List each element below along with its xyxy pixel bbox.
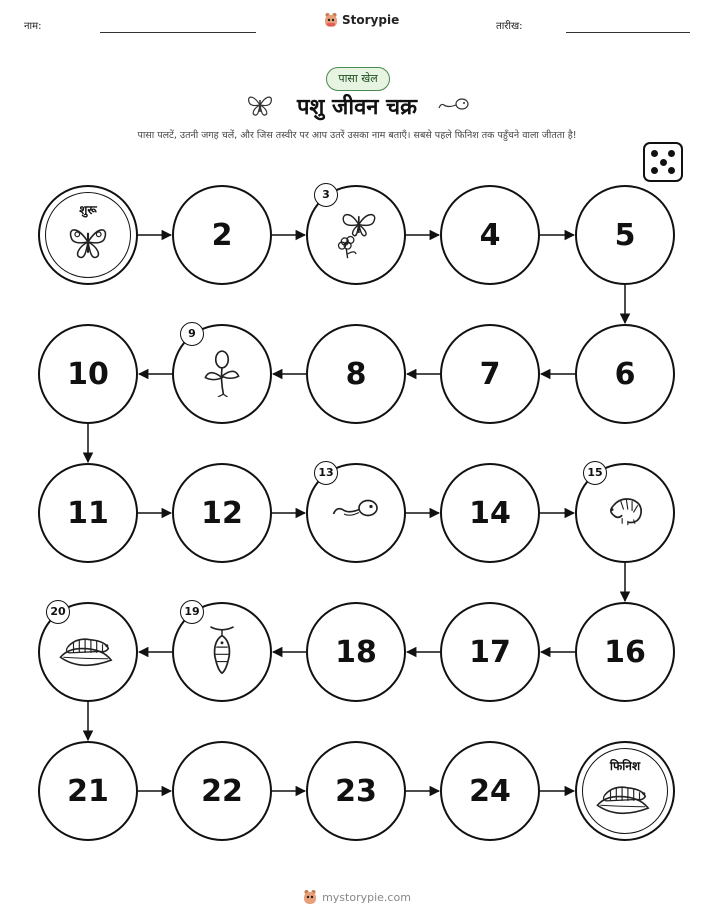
game-type-tag: पासा खेल [326, 67, 390, 91]
board-space-6 [575, 324, 675, 424]
caterpillar-leaf-icon [59, 631, 117, 673]
footer-url: mystorypie.com [322, 890, 411, 904]
space-number: 18 [335, 634, 377, 670]
board-space-3 [306, 185, 406, 285]
space-number-badge: 9 [180, 322, 204, 346]
space-number: 4 [479, 217, 501, 253]
board-space-19 [172, 602, 272, 702]
board-space-7 [440, 324, 540, 424]
space-number-badge: 15 [583, 461, 607, 485]
board-space-12 [172, 463, 272, 563]
footer [0, 889, 714, 905]
board-space-23 [306, 741, 406, 841]
space-number: 2 [211, 217, 233, 253]
space-number: 17 [469, 634, 511, 670]
space-number: 16 [604, 634, 646, 670]
name-label: नाम: [24, 21, 42, 32]
space-number: 11 [67, 495, 109, 531]
start-label: शुरू [79, 203, 97, 217]
butterfly-flower-icon [328, 205, 384, 265]
board-space-15 [575, 463, 675, 563]
space-number: 8 [345, 356, 367, 392]
space-number: 21 [67, 773, 109, 809]
butterfly-icon [65, 219, 111, 269]
board-space-20 [38, 602, 138, 702]
larva-icon [603, 494, 647, 532]
instructions: पासा पलटें, उतनी जगह चलें, और जिस तस्वीर पर आप उतरें उसका नाम बताएँ। सबसे पहले फिनिश तक पहुँचने वाला जीतता है! [137, 130, 577, 141]
caterpillar-leaf-icon [596, 779, 654, 821]
page-title: पशु जीवन चक्र [296, 95, 418, 120]
space-number-badge: 3 [314, 183, 338, 207]
space-number: 7 [479, 356, 501, 392]
board-space-24 [440, 741, 540, 841]
space-number: 10 [67, 356, 109, 392]
board-space-18 [306, 602, 406, 702]
storypie-mascot-icon [303, 889, 317, 905]
space-number: 22 [201, 773, 243, 809]
board-space-10 [38, 324, 138, 424]
board-space-21 [38, 741, 138, 841]
board-space-13 [306, 463, 406, 563]
date-label: तारीख: [496, 21, 523, 32]
space-number: 23 [335, 773, 377, 809]
board-space-17 [440, 602, 540, 702]
board-space-14 [440, 463, 540, 563]
space-number-badge: 19 [180, 600, 204, 624]
brand-name: Storypie [342, 13, 400, 27]
space-number: 14 [469, 495, 511, 531]
space-number: 5 [614, 217, 636, 253]
start-space [38, 185, 138, 285]
board-space-16 [575, 602, 675, 702]
board-space-4 [440, 185, 540, 285]
board-space-9 [172, 324, 272, 424]
chrysalis-icon [204, 624, 240, 680]
board-space-5 [575, 185, 675, 285]
seedling-icon [200, 347, 244, 401]
finish-space [575, 741, 675, 841]
space-number: 12 [201, 495, 243, 531]
space-number-badge: 20 [46, 600, 70, 624]
board-space-22 [172, 741, 272, 841]
board-space-8 [306, 324, 406, 424]
space-number-badge: 13 [314, 461, 338, 485]
board-space-11 [38, 463, 138, 563]
tadpole-icon [330, 496, 382, 530]
space-number: 6 [614, 356, 636, 392]
board-space-2 [172, 185, 272, 285]
space-number: 24 [469, 773, 511, 809]
finish-label: फिनिश [609, 759, 641, 773]
